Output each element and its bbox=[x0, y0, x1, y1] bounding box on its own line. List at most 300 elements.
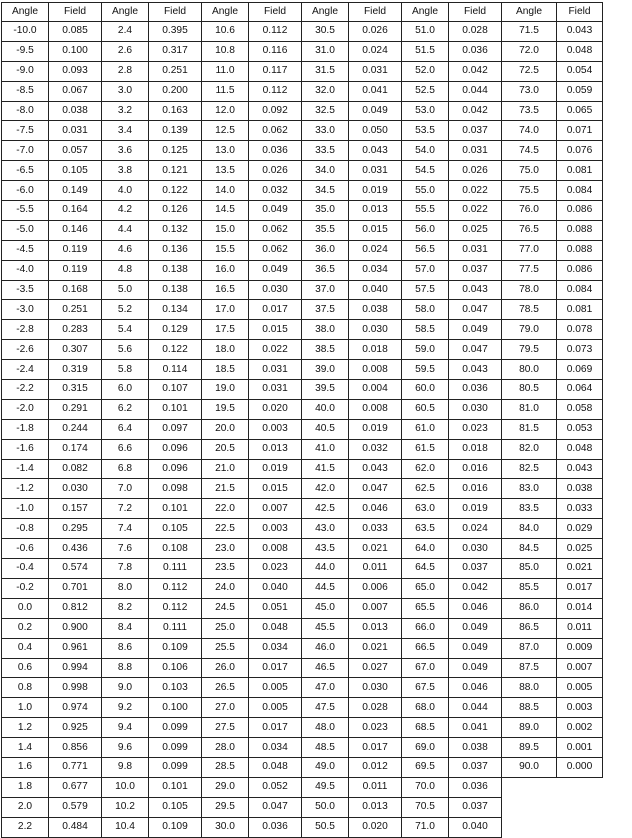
angle-cell: -5.0 bbox=[2, 220, 49, 240]
field-cell: 0.042 bbox=[449, 61, 502, 81]
field-cell: 0.085 bbox=[49, 22, 102, 42]
field-cell: 0.579 bbox=[49, 797, 102, 817]
angle-cell: 7.4 bbox=[102, 519, 149, 539]
angle-cell: 90.0 bbox=[502, 757, 557, 777]
angle-cell: -1.4 bbox=[2, 459, 49, 479]
angle-cell: 33.5 bbox=[302, 141, 349, 161]
field-cell: 0.062 bbox=[249, 121, 302, 141]
field-cell: 0.005 bbox=[249, 698, 302, 718]
field-cell: 0.092 bbox=[249, 101, 302, 121]
angle-cell: 18.5 bbox=[202, 360, 249, 380]
angle-cell: -1.2 bbox=[2, 479, 49, 499]
angle-cell: 62.5 bbox=[402, 479, 449, 499]
angle-cell: 4.4 bbox=[102, 220, 149, 240]
angle-cell: 48.5 bbox=[302, 738, 349, 758]
angle-cell: 48.0 bbox=[302, 718, 349, 738]
angle-cell: 87.0 bbox=[502, 638, 557, 658]
table-row bbox=[2, 22, 603, 42]
angle-cell: -0.4 bbox=[2, 559, 49, 579]
angle-cell: 67.5 bbox=[402, 678, 449, 698]
field-cell: 0.119 bbox=[49, 240, 102, 260]
field-cell: 0.031 bbox=[249, 360, 302, 380]
angle-cell: 34.5 bbox=[302, 181, 349, 201]
angle-cell: 4.0 bbox=[102, 181, 149, 201]
field-cell: 0.005 bbox=[557, 678, 603, 698]
field-cell: 0.048 bbox=[249, 618, 302, 638]
field-cell: 0.003 bbox=[249, 419, 302, 439]
angle-cell: -4.5 bbox=[2, 240, 49, 260]
angle-cell: 58.0 bbox=[402, 300, 449, 320]
field-cell: 0.024 bbox=[449, 519, 502, 539]
angle-cell: -6.0 bbox=[2, 181, 49, 201]
field-cell: 0.047 bbox=[449, 300, 502, 320]
table-row bbox=[2, 718, 603, 738]
field-cell: 0.030 bbox=[349, 320, 402, 340]
field-cell: 0.994 bbox=[49, 658, 102, 678]
field-cell: 0.812 bbox=[49, 598, 102, 618]
angle-cell: 89.5 bbox=[502, 738, 557, 758]
angle-cell: 23.5 bbox=[202, 559, 249, 579]
field-cell: 0.574 bbox=[49, 559, 102, 579]
angle-cell: 80.0 bbox=[502, 360, 557, 380]
angle-cell: 15.0 bbox=[202, 220, 249, 240]
field-cell: 0.283 bbox=[49, 320, 102, 340]
field-cell: 0.200 bbox=[149, 81, 202, 101]
field-cell: 0.139 bbox=[149, 121, 202, 141]
field-cell: 0.036 bbox=[449, 777, 502, 797]
header-field-3: Field bbox=[249, 3, 302, 22]
angle-cell: 72.5 bbox=[502, 61, 557, 81]
angle-cell: 6.2 bbox=[102, 399, 149, 419]
angle-cell: -7.0 bbox=[2, 141, 49, 161]
table-container bbox=[1, 2, 603, 838]
field-cell: 0.082 bbox=[49, 459, 102, 479]
field-cell: 0.030 bbox=[449, 539, 502, 559]
angle-cell: 4.8 bbox=[102, 260, 149, 280]
angle-cell: 10.0 bbox=[102, 777, 149, 797]
field-cell: 0.051 bbox=[249, 598, 302, 618]
angle-cell: 78.5 bbox=[502, 300, 557, 320]
angle-cell: 3.4 bbox=[102, 121, 149, 141]
field-cell: 0.038 bbox=[557, 479, 603, 499]
field-cell: 0.046 bbox=[349, 499, 402, 519]
field-cell: 0.116 bbox=[249, 41, 302, 61]
angle-cell: 28.0 bbox=[202, 738, 249, 758]
field-cell: 0.036 bbox=[249, 141, 302, 161]
field-cell: 0.069 bbox=[557, 360, 603, 380]
angle-cell: 40.5 bbox=[302, 419, 349, 439]
field-cell: 0.129 bbox=[149, 320, 202, 340]
field-cell: 0.047 bbox=[249, 797, 302, 817]
field-cell: 0.019 bbox=[449, 499, 502, 519]
angle-cell: 2.2 bbox=[2, 817, 49, 837]
field-cell: 0.925 bbox=[49, 718, 102, 738]
angle-cell: -4.0 bbox=[2, 260, 49, 280]
field-cell: 0.019 bbox=[349, 419, 402, 439]
field-cell: 0.017 bbox=[349, 738, 402, 758]
angle-cell: 6.4 bbox=[102, 419, 149, 439]
angle-cell: 70.5 bbox=[402, 797, 449, 817]
field-cell: 0.049 bbox=[349, 101, 402, 121]
field-cell: 0.101 bbox=[149, 499, 202, 519]
angle-cell: 0.8 bbox=[2, 678, 49, 698]
field-cell: 0.251 bbox=[149, 61, 202, 81]
field-cell: 0.043 bbox=[449, 280, 502, 300]
field-cell: 0.117 bbox=[249, 61, 302, 81]
angle-cell: 26.0 bbox=[202, 658, 249, 678]
field-cell: 0.062 bbox=[249, 240, 302, 260]
table-row bbox=[2, 300, 603, 320]
field-cell: 0.047 bbox=[449, 340, 502, 360]
field-cell: 0.032 bbox=[349, 439, 402, 459]
angle-cell: 64.0 bbox=[402, 539, 449, 559]
angle-cell: 79.0 bbox=[502, 320, 557, 340]
angle-cell: 30.0 bbox=[202, 817, 249, 837]
angle-cell: -9.5 bbox=[2, 41, 49, 61]
field-cell: 0.048 bbox=[557, 439, 603, 459]
field-cell: 0.048 bbox=[249, 757, 302, 777]
angle-cell: 9.0 bbox=[102, 678, 149, 698]
angle-cell: 9.4 bbox=[102, 718, 149, 738]
angle-cell: 45.0 bbox=[302, 598, 349, 618]
angle-cell: 70.0 bbox=[402, 777, 449, 797]
angle-cell: 74.0 bbox=[502, 121, 557, 141]
field-cell: 0.049 bbox=[449, 320, 502, 340]
field-cell: 0.040 bbox=[449, 817, 502, 837]
field-cell: 0.062 bbox=[249, 220, 302, 240]
angle-cell: 5.2 bbox=[102, 300, 149, 320]
table-row bbox=[2, 141, 603, 161]
angle-cell: 61.5 bbox=[402, 439, 449, 459]
field-cell: 0.088 bbox=[557, 220, 603, 240]
field-cell: 0.106 bbox=[149, 658, 202, 678]
field-cell: 0.015 bbox=[249, 320, 302, 340]
field-cell: 0.026 bbox=[249, 161, 302, 181]
angle-cell: 9.8 bbox=[102, 757, 149, 777]
field-cell: 0.484 bbox=[49, 817, 102, 837]
field-cell: 0.008 bbox=[349, 399, 402, 419]
field-cell: 0.054 bbox=[557, 61, 603, 81]
angle-cell: 44.0 bbox=[302, 559, 349, 579]
angle-cell: 77.0 bbox=[502, 240, 557, 260]
angle-cell: -10.0 bbox=[2, 22, 49, 42]
table-row bbox=[2, 360, 603, 380]
field-cell: 0.016 bbox=[449, 459, 502, 479]
header-angle-6: Angle bbox=[502, 3, 557, 22]
field-cell: 0.005 bbox=[249, 678, 302, 698]
angle-cell: 71.0 bbox=[402, 817, 449, 837]
table-row bbox=[2, 260, 603, 280]
angle-cell: 51.0 bbox=[402, 22, 449, 42]
field-cell: 0.033 bbox=[557, 499, 603, 519]
field-cell: 0.109 bbox=[149, 638, 202, 658]
angle-cell: 24.0 bbox=[202, 578, 249, 598]
angle-cell: 42.0 bbox=[302, 479, 349, 499]
field-cell: 0.011 bbox=[557, 618, 603, 638]
field-cell: 0.025 bbox=[449, 220, 502, 240]
field-cell: 0.022 bbox=[249, 340, 302, 360]
angle-cell: 75.5 bbox=[502, 181, 557, 201]
field-cell: 0.100 bbox=[49, 41, 102, 61]
field-cell: 0.020 bbox=[349, 817, 402, 837]
field-cell: 0.244 bbox=[49, 419, 102, 439]
angle-cell: 52.5 bbox=[402, 81, 449, 101]
field-cell: 0.101 bbox=[149, 777, 202, 797]
angle-cell: 5.8 bbox=[102, 360, 149, 380]
field-cell: 0.099 bbox=[149, 738, 202, 758]
field-cell: 0.251 bbox=[49, 300, 102, 320]
field-cell: 0.112 bbox=[149, 578, 202, 598]
angle-cell: 5.4 bbox=[102, 320, 149, 340]
empty-cell bbox=[502, 777, 557, 797]
field-cell: 0.023 bbox=[449, 419, 502, 439]
angle-cell: 21.0 bbox=[202, 459, 249, 479]
angle-cell: -0.6 bbox=[2, 539, 49, 559]
table-row bbox=[2, 777, 603, 797]
header-angle-3: Angle bbox=[202, 3, 249, 22]
field-cell: 0.013 bbox=[349, 618, 402, 638]
angle-cell: 41.0 bbox=[302, 439, 349, 459]
field-cell: 0.024 bbox=[349, 240, 402, 260]
table-row bbox=[2, 61, 603, 81]
field-cell: 0.030 bbox=[249, 280, 302, 300]
angle-cell: 87.5 bbox=[502, 658, 557, 678]
angle-cell: 12.5 bbox=[202, 121, 249, 141]
angle-cell: 46.0 bbox=[302, 638, 349, 658]
field-cell: 0.109 bbox=[149, 817, 202, 837]
angle-cell: 53.5 bbox=[402, 121, 449, 141]
field-cell: 0.011 bbox=[349, 777, 402, 797]
table-body bbox=[2, 22, 603, 838]
angle-cell: 68.0 bbox=[402, 698, 449, 718]
angle-cell: 33.0 bbox=[302, 121, 349, 141]
angle-cell: 78.0 bbox=[502, 280, 557, 300]
field-cell: 0.038 bbox=[49, 101, 102, 121]
field-cell: 0.043 bbox=[557, 22, 603, 42]
angle-cell: -0.8 bbox=[2, 519, 49, 539]
field-cell: 0.073 bbox=[557, 340, 603, 360]
field-cell: 0.046 bbox=[449, 678, 502, 698]
field-cell: 0.096 bbox=[149, 439, 202, 459]
angle-cell: -9.0 bbox=[2, 61, 49, 81]
field-cell: 0.134 bbox=[149, 300, 202, 320]
field-cell: 0.036 bbox=[449, 380, 502, 400]
empty-cell bbox=[557, 777, 603, 797]
angle-cell: 81.0 bbox=[502, 399, 557, 419]
field-cell: 0.042 bbox=[449, 578, 502, 598]
field-cell: 0.013 bbox=[349, 797, 402, 817]
field-cell: 0.856 bbox=[49, 738, 102, 758]
table-row bbox=[2, 280, 603, 300]
angle-cell: 11.5 bbox=[202, 81, 249, 101]
angle-cell: 1.4 bbox=[2, 738, 49, 758]
angle-cell: 14.5 bbox=[202, 201, 249, 221]
field-cell: 0.011 bbox=[349, 559, 402, 579]
angle-cell: 8.4 bbox=[102, 618, 149, 638]
field-cell: 0.024 bbox=[349, 41, 402, 61]
table-row bbox=[2, 101, 603, 121]
angle-cell: 84.5 bbox=[502, 539, 557, 559]
angle-cell: 1.8 bbox=[2, 777, 49, 797]
angle-cell: 7.6 bbox=[102, 539, 149, 559]
angle-cell: 30.5 bbox=[302, 22, 349, 42]
angle-cell: 12.0 bbox=[202, 101, 249, 121]
angle-cell: -2.0 bbox=[2, 399, 49, 419]
angle-cell: 75.0 bbox=[502, 161, 557, 181]
angle-cell: 6.0 bbox=[102, 380, 149, 400]
field-cell: 0.027 bbox=[349, 658, 402, 678]
angle-cell: 36.0 bbox=[302, 240, 349, 260]
angle-field-table bbox=[1, 2, 603, 838]
angle-cell: 56.0 bbox=[402, 220, 449, 240]
angle-cell: 16.5 bbox=[202, 280, 249, 300]
angle-cell: 76.5 bbox=[502, 220, 557, 240]
angle-cell: 63.5 bbox=[402, 519, 449, 539]
field-cell: 0.086 bbox=[557, 201, 603, 221]
angle-cell: -5.5 bbox=[2, 201, 49, 221]
angle-cell: 6.8 bbox=[102, 459, 149, 479]
field-cell: 0.049 bbox=[449, 618, 502, 638]
angle-cell: 73.5 bbox=[502, 101, 557, 121]
angle-cell: 76.0 bbox=[502, 201, 557, 221]
angle-cell: 65.5 bbox=[402, 598, 449, 618]
field-cell: 0.030 bbox=[349, 678, 402, 698]
angle-cell: 88.5 bbox=[502, 698, 557, 718]
angle-cell: 60.0 bbox=[402, 380, 449, 400]
field-cell: 0.012 bbox=[349, 757, 402, 777]
field-cell: 0.043 bbox=[557, 459, 603, 479]
angle-cell: 36.5 bbox=[302, 260, 349, 280]
angle-cell: 43.0 bbox=[302, 519, 349, 539]
angle-cell: -1.8 bbox=[2, 419, 49, 439]
table-row bbox=[2, 181, 603, 201]
angle-cell: 82.5 bbox=[502, 459, 557, 479]
field-cell: 0.004 bbox=[349, 380, 402, 400]
field-cell: 0.105 bbox=[149, 797, 202, 817]
angle-cell: 39.5 bbox=[302, 380, 349, 400]
field-cell: 0.049 bbox=[449, 638, 502, 658]
field-cell: 0.101 bbox=[149, 399, 202, 419]
angle-cell: 20.5 bbox=[202, 439, 249, 459]
field-cell: 0.093 bbox=[49, 61, 102, 81]
angle-cell: 61.0 bbox=[402, 419, 449, 439]
angle-cell: 41.5 bbox=[302, 459, 349, 479]
field-cell: 0.053 bbox=[557, 419, 603, 439]
angle-cell: 82.0 bbox=[502, 439, 557, 459]
field-cell: 0.015 bbox=[249, 479, 302, 499]
field-cell: 0.025 bbox=[557, 539, 603, 559]
angle-cell: 26.5 bbox=[202, 678, 249, 698]
header-angle-2: Angle bbox=[102, 3, 149, 22]
field-cell: 0.097 bbox=[149, 419, 202, 439]
angle-cell: 27.0 bbox=[202, 698, 249, 718]
table-row bbox=[2, 340, 603, 360]
field-cell: 0.017 bbox=[249, 718, 302, 738]
angle-cell: -8.5 bbox=[2, 81, 49, 101]
table-row bbox=[2, 499, 603, 519]
field-cell: 0.017 bbox=[249, 300, 302, 320]
field-cell: 0.006 bbox=[349, 578, 402, 598]
field-cell: 0.122 bbox=[149, 181, 202, 201]
angle-cell: 0.0 bbox=[2, 598, 49, 618]
field-cell: 0.050 bbox=[349, 121, 402, 141]
angle-cell: -3.0 bbox=[2, 300, 49, 320]
angle-cell: 2.0 bbox=[2, 797, 49, 817]
field-cell: 0.013 bbox=[249, 439, 302, 459]
angle-cell: 40.0 bbox=[302, 399, 349, 419]
angle-cell: 49.0 bbox=[302, 757, 349, 777]
angle-cell: 58.5 bbox=[402, 320, 449, 340]
angle-cell: 50.0 bbox=[302, 797, 349, 817]
field-cell: 0.149 bbox=[49, 181, 102, 201]
angle-cell: 44.5 bbox=[302, 578, 349, 598]
angle-cell: 3.0 bbox=[102, 81, 149, 101]
table-row bbox=[2, 618, 603, 638]
angle-cell: 23.0 bbox=[202, 539, 249, 559]
field-cell: 0.036 bbox=[449, 41, 502, 61]
angle-cell: 25.5 bbox=[202, 638, 249, 658]
angle-cell: 57.5 bbox=[402, 280, 449, 300]
header-field-5: Field bbox=[449, 3, 502, 22]
field-cell: 0.112 bbox=[149, 598, 202, 618]
field-cell: 0.018 bbox=[349, 340, 402, 360]
field-cell: 0.088 bbox=[557, 240, 603, 260]
angle-cell: 69.0 bbox=[402, 738, 449, 758]
angle-cell: 3.6 bbox=[102, 141, 149, 161]
table-row bbox=[2, 658, 603, 678]
angle-cell: 5.6 bbox=[102, 340, 149, 360]
field-cell: 0.008 bbox=[349, 360, 402, 380]
header-field-4: Field bbox=[349, 3, 402, 22]
angle-cell: 10.6 bbox=[202, 22, 249, 42]
angle-cell: 54.5 bbox=[402, 161, 449, 181]
field-cell: 0.112 bbox=[249, 22, 302, 42]
angle-cell: 86.5 bbox=[502, 618, 557, 638]
angle-cell: 39.0 bbox=[302, 360, 349, 380]
table-row bbox=[2, 81, 603, 101]
table-row bbox=[2, 578, 603, 598]
angle-cell: 31.0 bbox=[302, 41, 349, 61]
empty-cell bbox=[557, 817, 603, 837]
field-cell: 0.771 bbox=[49, 757, 102, 777]
empty-cell bbox=[502, 817, 557, 837]
angle-cell: 68.5 bbox=[402, 718, 449, 738]
angle-cell: 32.5 bbox=[302, 101, 349, 121]
field-cell: 0.048 bbox=[557, 41, 603, 61]
header-row bbox=[2, 3, 603, 22]
field-cell: 0.076 bbox=[557, 141, 603, 161]
table-row bbox=[2, 419, 603, 439]
field-cell: 0.033 bbox=[349, 519, 402, 539]
angle-cell: 47.5 bbox=[302, 698, 349, 718]
angle-cell: 83.5 bbox=[502, 499, 557, 519]
field-cell: 0.023 bbox=[249, 559, 302, 579]
angle-cell: 7.0 bbox=[102, 479, 149, 499]
table-row bbox=[2, 757, 603, 777]
field-cell: 0.136 bbox=[149, 240, 202, 260]
field-cell: 0.014 bbox=[557, 598, 603, 618]
field-cell: 0.037 bbox=[449, 121, 502, 141]
field-cell: 0.974 bbox=[49, 698, 102, 718]
field-cell: 0.041 bbox=[449, 718, 502, 738]
header-field-6: Field bbox=[557, 3, 603, 22]
angle-cell: 86.0 bbox=[502, 598, 557, 618]
table-row bbox=[2, 479, 603, 499]
angle-cell: 11.0 bbox=[202, 61, 249, 81]
angle-cell: 19.0 bbox=[202, 380, 249, 400]
angle-cell: 49.5 bbox=[302, 777, 349, 797]
angle-cell: 55.5 bbox=[402, 201, 449, 221]
